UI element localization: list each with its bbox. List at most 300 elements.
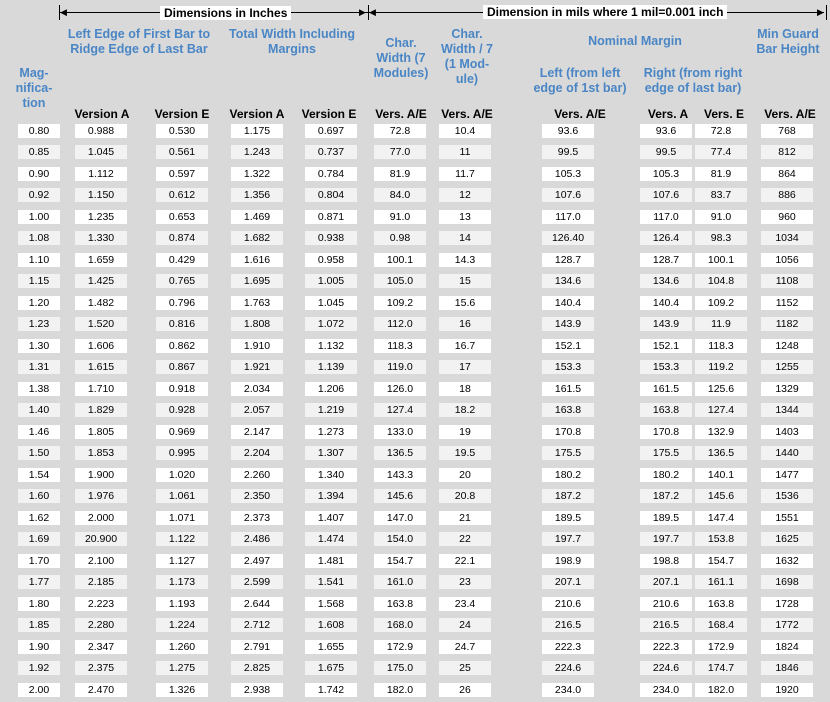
cell-value: 1551 bbox=[761, 511, 813, 525]
cell-margin-right-e bbox=[694, 249, 748, 271]
cell-total-width-e bbox=[294, 206, 368, 228]
cell-value: 1.77 bbox=[18, 575, 60, 589]
cell-magnification bbox=[18, 464, 58, 486]
cell-min-guard bbox=[748, 314, 826, 336]
cell-margin-right-a bbox=[638, 658, 694, 680]
cell-total-width-a bbox=[220, 507, 294, 529]
cell-value: 182.0 bbox=[374, 683, 426, 697]
table-row bbox=[18, 142, 826, 164]
cell-value: 1.219 bbox=[305, 403, 357, 417]
cell-margin-left bbox=[498, 271, 638, 293]
cell-min-guard bbox=[748, 335, 826, 357]
cell-left-edge-a bbox=[58, 486, 144, 508]
cell-left-edge-e bbox=[144, 679, 220, 701]
cell-margin-right-e bbox=[694, 636, 748, 658]
cell-margin-right-e bbox=[694, 121, 748, 142]
cell-value: 1.127 bbox=[156, 554, 208, 568]
cell-value: 163.8 bbox=[640, 403, 692, 417]
cell-min-guard bbox=[748, 636, 826, 658]
cell-margin-right-a bbox=[638, 636, 694, 658]
cell-margin-right-a bbox=[638, 292, 694, 314]
cell-total-width-e bbox=[294, 572, 368, 594]
cell-value: 234.0 bbox=[542, 683, 594, 697]
table-row bbox=[18, 529, 826, 551]
cell-margin-left bbox=[498, 636, 638, 658]
subheader-left-edge-a: Version A bbox=[74, 107, 130, 121]
cell-margin-right-a bbox=[638, 572, 694, 594]
cell-left-edge-a bbox=[58, 228, 144, 250]
cell-value: 1.805 bbox=[75, 425, 127, 439]
cell-value: 0.784 bbox=[305, 167, 357, 181]
cell-char-width-7 bbox=[368, 142, 432, 164]
cell-value: 1.31 bbox=[18, 360, 60, 374]
cell-value: 1.394 bbox=[305, 489, 357, 503]
cell-total-width-e bbox=[294, 443, 368, 465]
cell-value: 0.612 bbox=[156, 188, 208, 202]
cell-value: 1.910 bbox=[231, 339, 283, 353]
cell-magnification bbox=[18, 658, 58, 680]
cell-value: 1.482 bbox=[75, 296, 127, 310]
cell-char-width-1 bbox=[432, 228, 498, 250]
cell-value: 0.871 bbox=[305, 210, 357, 224]
cell-value: 136.5 bbox=[695, 446, 747, 460]
cell-value: 1.655 bbox=[305, 640, 357, 654]
cell-margin-right-e bbox=[694, 185, 748, 207]
cell-total-width-e bbox=[294, 464, 368, 486]
cell-total-width-e bbox=[294, 679, 368, 701]
cell-char-width-7 bbox=[368, 486, 432, 508]
cell-value: 1.20 bbox=[18, 296, 60, 310]
cell-value: 1920 bbox=[761, 683, 813, 697]
cell-value: 886 bbox=[761, 188, 813, 202]
cell-char-width-7 bbox=[368, 206, 432, 228]
cell-total-width-e bbox=[294, 185, 368, 207]
cell-value: 168.0 bbox=[374, 618, 426, 632]
cell-min-guard bbox=[748, 292, 826, 314]
cell-left-edge-e bbox=[144, 464, 220, 486]
cell-char-width-1 bbox=[432, 206, 498, 228]
cell-value: 15.6 bbox=[439, 296, 491, 310]
cell-value: 1.976 bbox=[75, 489, 127, 503]
cell-char-width-1 bbox=[432, 550, 498, 572]
table-row bbox=[18, 378, 826, 400]
cell-value: 1.92 bbox=[18, 661, 60, 675]
cell-total-width-e bbox=[294, 228, 368, 250]
cell-value: 109.2 bbox=[374, 296, 426, 310]
cell-total-width-a bbox=[220, 400, 294, 422]
cell-char-width-1 bbox=[432, 679, 498, 701]
cell-value: 105.0 bbox=[374, 274, 426, 288]
cell-value: 187.2 bbox=[640, 489, 692, 503]
cell-value: 2.825 bbox=[231, 661, 283, 675]
cell-value: 189.5 bbox=[640, 511, 692, 525]
cell-margin-right-a bbox=[638, 593, 694, 615]
table-row bbox=[18, 421, 826, 443]
cell-value: 93.6 bbox=[640, 124, 692, 138]
cell-value: 128.7 bbox=[542, 253, 594, 267]
cell-margin-right-e bbox=[694, 679, 748, 701]
cell-char-width-1 bbox=[432, 615, 498, 637]
cell-char-width-7 bbox=[368, 185, 432, 207]
cell-total-width-a bbox=[220, 636, 294, 658]
cell-total-width-e bbox=[294, 335, 368, 357]
header-nominal-margin: Nominal Margin bbox=[588, 34, 682, 48]
table-row bbox=[18, 679, 826, 701]
cell-value: 198.8 bbox=[640, 554, 692, 568]
cell-value: 175.5 bbox=[542, 446, 594, 460]
cell-margin-left bbox=[498, 121, 638, 142]
cell-value: 140.4 bbox=[640, 296, 692, 310]
cell-margin-left bbox=[498, 421, 638, 443]
cell-value: 0.918 bbox=[156, 382, 208, 396]
cell-value: 1.46 bbox=[18, 425, 60, 439]
cell-value: 23.4 bbox=[439, 597, 491, 611]
cell-total-width-a bbox=[220, 206, 294, 228]
cell-margin-left bbox=[498, 163, 638, 185]
cell-value: 22.1 bbox=[439, 554, 491, 568]
cell-value: 98.3 bbox=[695, 231, 747, 245]
cell-value: 145.6 bbox=[695, 489, 747, 503]
cell-value: 1728 bbox=[761, 597, 813, 611]
cell-value: 1.682 bbox=[231, 231, 283, 245]
cell-total-width-a bbox=[220, 443, 294, 465]
cell-value: 1329 bbox=[761, 382, 813, 396]
cell-value: 143.9 bbox=[542, 317, 594, 331]
cell-value: 0.561 bbox=[156, 145, 208, 159]
cell-magnification bbox=[18, 163, 58, 185]
cell-min-guard bbox=[748, 400, 826, 422]
cell-left-edge-a bbox=[58, 421, 144, 443]
cell-left-edge-e bbox=[144, 228, 220, 250]
cell-margin-left bbox=[498, 228, 638, 250]
cell-value: 2.712 bbox=[231, 618, 283, 632]
cell-magnification bbox=[18, 572, 58, 594]
cell-char-width-7 bbox=[368, 421, 432, 443]
cell-value: 1.520 bbox=[75, 317, 127, 331]
cell-value: 2.791 bbox=[231, 640, 283, 654]
cell-value: 153.3 bbox=[542, 360, 594, 374]
cell-char-width-7 bbox=[368, 314, 432, 336]
subheader-total-width-e: Version E bbox=[301, 107, 357, 121]
cell-value: 1.853 bbox=[75, 446, 127, 460]
cell-margin-right-a bbox=[638, 335, 694, 357]
cell-value: 16 bbox=[439, 317, 491, 331]
cell-value: 1.54 bbox=[18, 468, 60, 482]
cell-value: 2.497 bbox=[231, 554, 283, 568]
cell-value: 234.0 bbox=[640, 683, 692, 697]
cell-value: 13 bbox=[439, 210, 491, 224]
cell-left-edge-e bbox=[144, 378, 220, 400]
subheader-total-width-a: Version A bbox=[229, 107, 285, 121]
cell-left-edge-a bbox=[58, 249, 144, 271]
cell-value: 99.5 bbox=[640, 145, 692, 159]
table-row bbox=[18, 206, 826, 228]
cell-value: 768 bbox=[761, 124, 813, 138]
cell-magnification bbox=[18, 292, 58, 314]
cell-min-guard bbox=[748, 593, 826, 615]
cell-char-width-1 bbox=[432, 121, 498, 142]
cell-char-width-1 bbox=[432, 658, 498, 680]
cell-value: 0.874 bbox=[156, 231, 208, 245]
cell-left-edge-e bbox=[144, 572, 220, 594]
cell-value: 1.38 bbox=[18, 382, 60, 396]
cell-magnification bbox=[18, 443, 58, 465]
cell-value: 1.275 bbox=[156, 661, 208, 675]
cell-value: 77.0 bbox=[374, 145, 426, 159]
cell-value: 1.90 bbox=[18, 640, 60, 654]
cell-value: 170.8 bbox=[640, 425, 692, 439]
cell-value: 14 bbox=[439, 231, 491, 245]
cell-value: 210.6 bbox=[640, 597, 692, 611]
cell-value: 2.223 bbox=[75, 597, 127, 611]
cell-total-width-e bbox=[294, 378, 368, 400]
cell-value: 1.469 bbox=[231, 210, 283, 224]
cell-value: 1.425 bbox=[75, 274, 127, 288]
cell-value: 1.112 bbox=[75, 167, 127, 181]
cell-value: 1.763 bbox=[231, 296, 283, 310]
cell-value: 112.0 bbox=[374, 317, 426, 331]
subheader-min-guard: Vers. A/E bbox=[764, 107, 816, 121]
cell-char-width-1 bbox=[432, 572, 498, 594]
cell-value: 1255 bbox=[761, 360, 813, 374]
cell-char-width-1 bbox=[432, 142, 498, 164]
cell-value: 1.173 bbox=[156, 575, 208, 589]
cell-magnification bbox=[18, 121, 58, 142]
cell-left-edge-a bbox=[58, 529, 144, 551]
cell-left-edge-e bbox=[144, 357, 220, 379]
cell-value: 1.340 bbox=[305, 468, 357, 482]
cell-value: 1.615 bbox=[75, 360, 127, 374]
cell-margin-right-a bbox=[638, 357, 694, 379]
cell-left-edge-e bbox=[144, 421, 220, 443]
cell-min-guard bbox=[748, 615, 826, 637]
cell-value: 1632 bbox=[761, 554, 813, 568]
cell-total-width-e bbox=[294, 486, 368, 508]
cell-left-edge-e bbox=[144, 443, 220, 465]
cell-char-width-7 bbox=[368, 400, 432, 422]
cell-value: 960 bbox=[761, 210, 813, 224]
cell-margin-right-a bbox=[638, 529, 694, 551]
cell-value: 1248 bbox=[761, 339, 813, 353]
cell-value: 207.1 bbox=[640, 575, 692, 589]
cell-margin-right-a bbox=[638, 185, 694, 207]
cell-value: 152.1 bbox=[542, 339, 594, 353]
cell-min-guard bbox=[748, 572, 826, 594]
cell-value: 136.5 bbox=[374, 446, 426, 460]
cell-value: 1.23 bbox=[18, 317, 60, 331]
cell-value: 10.4 bbox=[439, 124, 491, 138]
cell-margin-right-e bbox=[694, 206, 748, 228]
cell-margin-right-a bbox=[638, 443, 694, 465]
cell-total-width-e bbox=[294, 421, 368, 443]
cell-value: 83.7 bbox=[695, 188, 747, 202]
cell-left-edge-e bbox=[144, 636, 220, 658]
cell-value: 1.606 bbox=[75, 339, 127, 353]
cell-total-width-a bbox=[220, 249, 294, 271]
cell-value: 117.0 bbox=[542, 210, 594, 224]
cell-value: 1.900 bbox=[75, 468, 127, 482]
cell-value: 161.1 bbox=[695, 575, 747, 589]
table-row bbox=[18, 443, 826, 465]
cell-total-width-e bbox=[294, 121, 368, 142]
cell-left-edge-a bbox=[58, 185, 144, 207]
cell-left-edge-e bbox=[144, 249, 220, 271]
cell-min-guard bbox=[748, 121, 826, 142]
cell-magnification bbox=[18, 679, 58, 701]
table-row bbox=[18, 163, 826, 185]
cell-left-edge-e bbox=[144, 121, 220, 142]
cell-margin-right-e bbox=[694, 271, 748, 293]
cell-value: 0.928 bbox=[156, 403, 208, 417]
cell-left-edge-e bbox=[144, 486, 220, 508]
cell-value: 222.3 bbox=[542, 640, 594, 654]
cell-value: 175.0 bbox=[374, 661, 426, 675]
cell-char-width-1 bbox=[432, 378, 498, 400]
cell-margin-left bbox=[498, 249, 638, 271]
cell-value: 0.429 bbox=[156, 253, 208, 267]
cell-value: 143.9 bbox=[640, 317, 692, 331]
cell-value: 1.85 bbox=[18, 618, 60, 632]
cell-margin-left bbox=[498, 507, 638, 529]
cell-value: 1.00 bbox=[18, 210, 60, 224]
cell-value: 140.1 bbox=[695, 468, 747, 482]
cell-min-guard bbox=[748, 206, 826, 228]
cell-value: 2.100 bbox=[75, 554, 127, 568]
cell-margin-right-a bbox=[638, 615, 694, 637]
cell-value: 119.2 bbox=[695, 360, 747, 374]
cell-value: 118.3 bbox=[374, 339, 426, 353]
cell-magnification bbox=[18, 615, 58, 637]
cell-margin-left bbox=[498, 529, 638, 551]
cell-left-edge-a bbox=[58, 271, 144, 293]
cell-char-width-1 bbox=[432, 400, 498, 422]
cell-total-width-e bbox=[294, 163, 368, 185]
cell-margin-left bbox=[498, 679, 638, 701]
cell-total-width-e bbox=[294, 550, 368, 572]
cell-value: 22 bbox=[439, 532, 491, 546]
cell-total-width-a bbox=[220, 464, 294, 486]
cell-margin-left bbox=[498, 658, 638, 680]
cell-value: 1.481 bbox=[305, 554, 357, 568]
cell-total-width-a bbox=[220, 163, 294, 185]
cell-total-width-a bbox=[220, 572, 294, 594]
cell-margin-right-a bbox=[638, 400, 694, 422]
cell-min-guard bbox=[748, 486, 826, 508]
cell-margin-right-e bbox=[694, 335, 748, 357]
header-min-guard: Min Guard Bar Height bbox=[756, 27, 820, 56]
cell-left-edge-a bbox=[58, 443, 144, 465]
cell-value: 1.921 bbox=[231, 360, 283, 374]
cell-char-width-7 bbox=[368, 615, 432, 637]
cell-left-edge-a bbox=[58, 615, 144, 637]
cell-value: 0.530 bbox=[156, 124, 208, 138]
cell-margin-left bbox=[498, 292, 638, 314]
cell-char-width-1 bbox=[432, 335, 498, 357]
cell-value: 812 bbox=[761, 145, 813, 159]
cell-margin-left bbox=[498, 142, 638, 164]
header-left-edge: Left Edge of First Bar to Ridge Edge of Last Bar bbox=[67, 27, 211, 56]
cell-value: 2.034 bbox=[231, 382, 283, 396]
cell-value: 1.40 bbox=[18, 403, 60, 417]
cell-left-edge-e bbox=[144, 142, 220, 164]
cell-value: 18 bbox=[439, 382, 491, 396]
cell-value: 14.3 bbox=[439, 253, 491, 267]
cell-total-width-a bbox=[220, 271, 294, 293]
cell-margin-right-e bbox=[694, 163, 748, 185]
cell-margin-right-a bbox=[638, 486, 694, 508]
cell-left-edge-a bbox=[58, 121, 144, 142]
cell-value: 1.045 bbox=[305, 296, 357, 310]
cell-margin-right-e bbox=[694, 314, 748, 336]
cell-left-edge-e bbox=[144, 593, 220, 615]
cell-value: 20.900 bbox=[75, 532, 127, 546]
cell-value: 0.98 bbox=[374, 231, 426, 245]
cell-margin-left bbox=[498, 593, 638, 615]
cell-value: 18.2 bbox=[439, 403, 491, 417]
table-row bbox=[18, 357, 826, 379]
cell-value: 1.710 bbox=[75, 382, 127, 396]
cell-value: 1.193 bbox=[156, 597, 208, 611]
cell-value: 216.5 bbox=[542, 618, 594, 632]
cell-value: 1.175 bbox=[231, 124, 283, 138]
cell-char-width-7 bbox=[368, 249, 432, 271]
cell-value: 197.7 bbox=[542, 532, 594, 546]
inches-group-header: Dimensions in Inches bbox=[160, 6, 291, 20]
cell-value: 125.6 bbox=[695, 382, 747, 396]
cell-char-width-1 bbox=[432, 185, 498, 207]
cell-margin-right-e bbox=[694, 378, 748, 400]
cell-value: 163.8 bbox=[374, 597, 426, 611]
cell-left-edge-e bbox=[144, 658, 220, 680]
cell-value: 1.330 bbox=[75, 231, 127, 245]
cell-value: 84.0 bbox=[374, 188, 426, 202]
cell-value: 0.816 bbox=[156, 317, 208, 331]
cell-left-edge-e bbox=[144, 550, 220, 572]
cell-left-edge-a bbox=[58, 679, 144, 701]
cell-margin-right-a bbox=[638, 550, 694, 572]
cell-char-width-7 bbox=[368, 292, 432, 314]
cell-min-guard bbox=[748, 163, 826, 185]
cell-value: 1.020 bbox=[156, 468, 208, 482]
cell-value: 1.30 bbox=[18, 339, 60, 353]
cell-total-width-e bbox=[294, 507, 368, 529]
cell-value: 140.4 bbox=[542, 296, 594, 310]
cell-value: 1.206 bbox=[305, 382, 357, 396]
cell-value: 1344 bbox=[761, 403, 813, 417]
cell-value: 126.4 bbox=[640, 231, 692, 245]
cell-value: 128.7 bbox=[640, 253, 692, 267]
cell-value: 1772 bbox=[761, 618, 813, 632]
cell-left-edge-e bbox=[144, 163, 220, 185]
cell-total-width-a bbox=[220, 378, 294, 400]
cell-value: 1440 bbox=[761, 446, 813, 460]
cell-margin-right-e bbox=[694, 615, 748, 637]
cell-value: 1.70 bbox=[18, 554, 60, 568]
cell-value: 161.0 bbox=[374, 575, 426, 589]
cell-margin-right-a bbox=[638, 271, 694, 293]
cell-margin-right-e bbox=[694, 400, 748, 422]
table-row bbox=[18, 507, 826, 529]
cell-value: 161.5 bbox=[640, 382, 692, 396]
cell-min-guard bbox=[748, 271, 826, 293]
cell-value: 2.373 bbox=[231, 511, 283, 525]
cell-magnification bbox=[18, 550, 58, 572]
cell-value: 81.9 bbox=[695, 167, 747, 181]
cell-magnification bbox=[18, 378, 58, 400]
cell-magnification bbox=[18, 421, 58, 443]
cell-value: 109.2 bbox=[695, 296, 747, 310]
cell-total-width-e bbox=[294, 636, 368, 658]
